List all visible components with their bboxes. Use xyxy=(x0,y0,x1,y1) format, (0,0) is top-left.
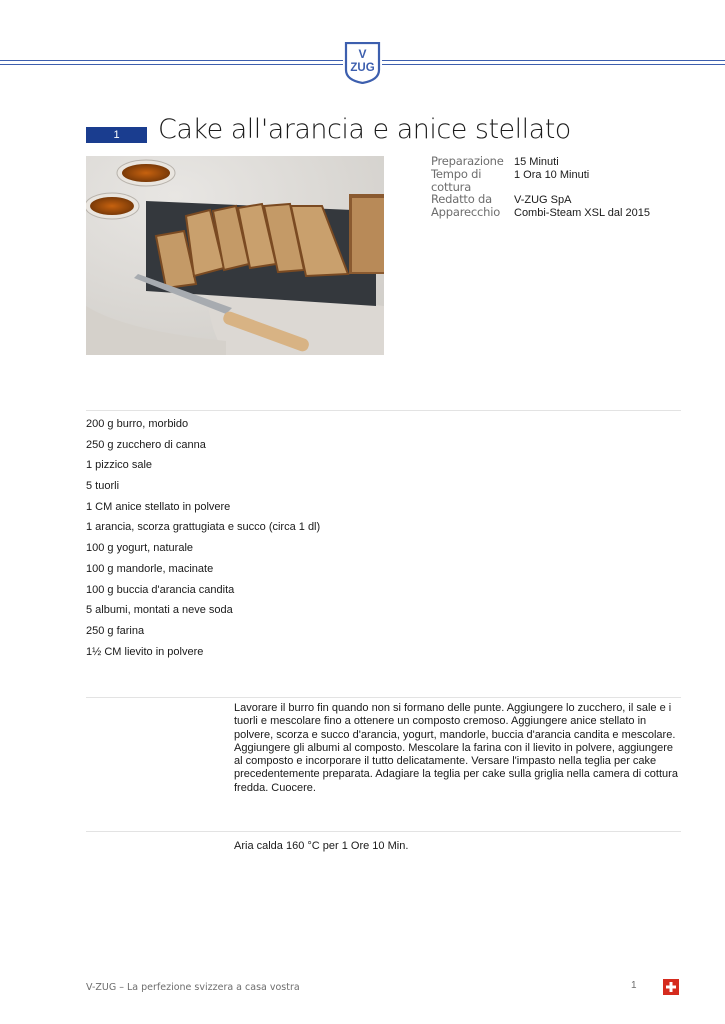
meta-label-cooking-time: Tempo di cottura xyxy=(431,167,482,194)
ingredient-item: 250 g zucchero di canna xyxy=(86,438,206,451)
ingredients-list xyxy=(86,418,320,666)
ingredient-item: 1½ CM lievito in polvere xyxy=(86,645,204,658)
meta-value-author: V-ZUG SpA xyxy=(514,194,572,206)
footer-tagline: V-ZUG – La perfezione svizzera a casa vostra xyxy=(86,982,300,993)
meta-value-appliance: Combi-Steam XSL dal 2015 xyxy=(514,207,650,219)
ingredient-item: 5 albumi, montati a neve soda xyxy=(86,604,233,617)
ingredient-item: 100 g mandorle, macinate xyxy=(86,562,214,575)
ingredient-item: 1 CM anice stellato in polvere xyxy=(86,500,231,513)
preparation-steps: Lavorare il burro fin quando non si formano delle punte. Aggiungere lo zucchero, il sale e i tuorli e mescolare fino a ottenere un composto cremoso. Aggiungere anice stellato in polvere, scorza e succo d'arancia, yogurt, mandorle, buccia d'arancia candita e mescolare. Aggiungere gli albumi al composto. Mescolare la farina con il lievito in polvere, aggiungere al composto e incorporare il tutto delicatamente. Versare l'impasto nella teglia per cake precedentemente preparata. Adagiare la teglia per cake sulla griglia nella camera di cottura fredda. Cuocere. xyxy=(234,702,678,794)
ingredient-item: 100 g yogurt, naturale xyxy=(86,542,194,555)
ingredient-item: 250 g farina xyxy=(86,624,145,637)
logo-text-top: V xyxy=(358,47,367,61)
page-number: 1 xyxy=(631,980,637,991)
section-divider xyxy=(86,831,681,832)
ingredient-item: 100 g buccia d'arancia candita xyxy=(86,583,235,596)
ingredient-item: 1 arancia, scorza grattugiata e succo (circa 1 dl) xyxy=(86,521,321,534)
logo-text-bottom: ZUG xyxy=(350,62,375,74)
section-divider xyxy=(86,410,681,411)
section-divider xyxy=(86,697,681,698)
recipe-title: Cake all'arancia e anice stellato xyxy=(158,114,571,145)
swiss-flag-icon xyxy=(663,979,679,995)
meta-value-cooking-time: 1 Ora 10 Minuti xyxy=(514,169,590,181)
ingredient-item: 200 g burro, morbido xyxy=(86,418,189,430)
recipe-number-badge: 1 xyxy=(86,127,147,143)
ingredient-item: 1 pizzico sale xyxy=(86,459,153,472)
recipe-photo xyxy=(86,156,384,355)
ingredient-item: 5 tuorli xyxy=(86,480,120,493)
vzug-logo xyxy=(343,42,382,84)
meta-label-author: Redatto da xyxy=(431,192,492,206)
meta-value-preparation: 15 Minuti xyxy=(514,156,559,168)
cooking-instructions: Aria calda 160 °C per 1 Ore 10 Min. xyxy=(234,840,409,852)
meta-label-appliance: Apparecchio xyxy=(431,205,501,219)
meta-label-preparation: Preparazione xyxy=(431,154,504,168)
